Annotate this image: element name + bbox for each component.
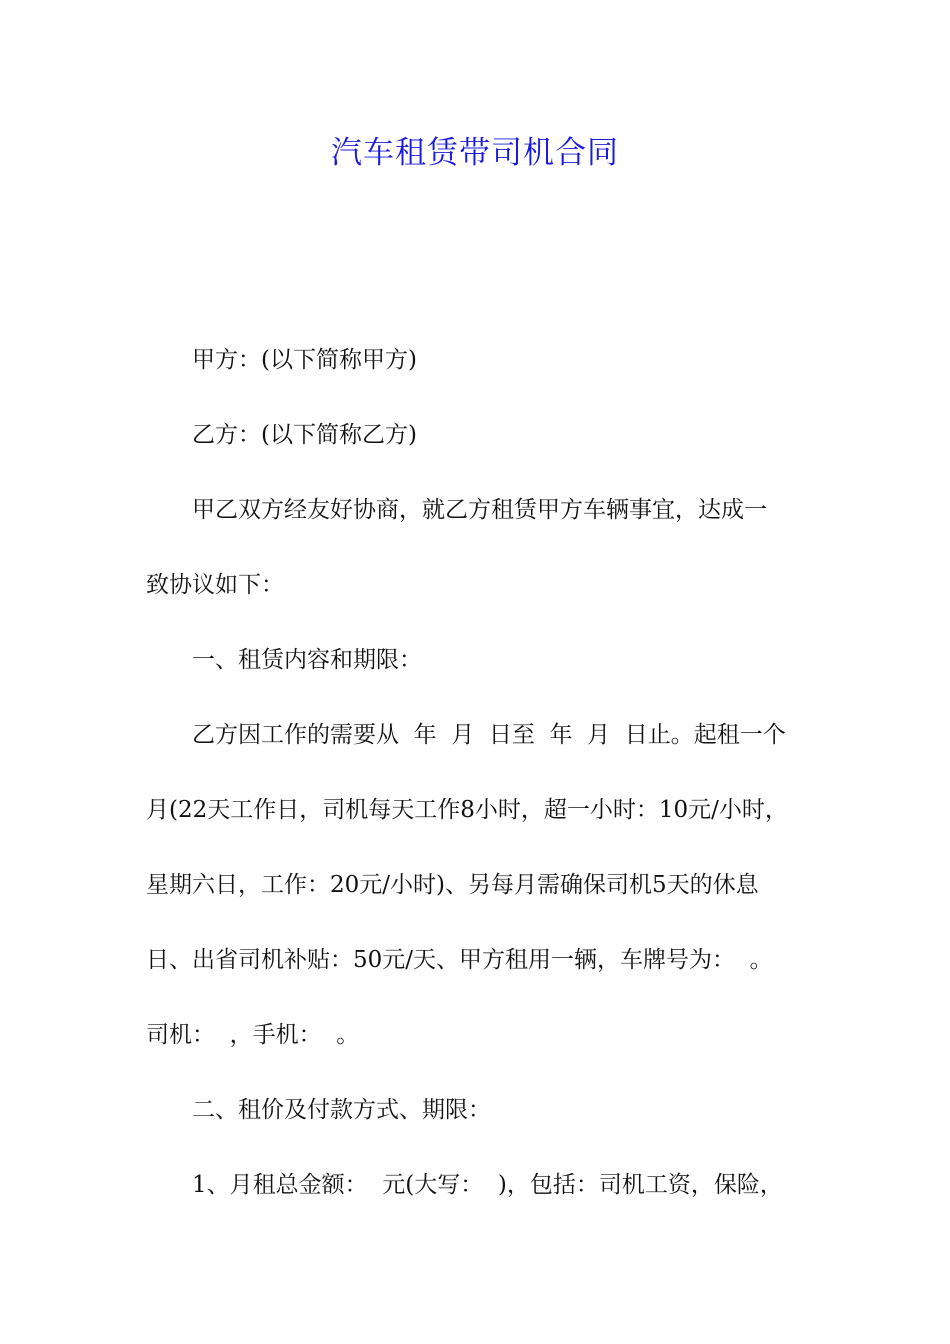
agreement-intro-line-1: 甲乙双方经友好协商，就乙方租赁甲方车辆事宜，达成一 [192, 497, 767, 523]
section-1-heading: 一、租赁内容和期限： [192, 647, 422, 673]
section-1-paragraph-line-3: 星期六日，工作：20元/小时)、另每月需确保司机5天的休息 [146, 872, 759, 898]
section-1-paragraph-line-4: 日、出省司机补贴：50元/天、甲方租用一辆，车牌号为： 。 [146, 947, 773, 973]
section-1-paragraph-line-2: 月(22天工作日，司机每天工作8小时，超一小时：10元/小时， [146, 797, 788, 823]
section-2-item-1-line: 1、月租总金额： 元(大写： )，包括：司机工资，保险， [192, 1172, 783, 1198]
party-a-line: 甲方：(以下简称甲方) [192, 347, 417, 373]
party-b-line: 乙方：(以下简称乙方) [192, 422, 417, 448]
agreement-intro-line-2: 致协议如下： [146, 572, 284, 598]
section-1-paragraph-line-1: 乙方因工作的需要从 年 月 日至 年 月 日止。起租一个 [192, 722, 786, 748]
section-1-paragraph-line-5: 司机： ，手机： 。 [146, 1022, 360, 1048]
document-title: 汽车租赁带司机合同 [331, 135, 619, 171]
section-2-heading: 二、租价及付款方式、期限： [192, 1097, 491, 1123]
